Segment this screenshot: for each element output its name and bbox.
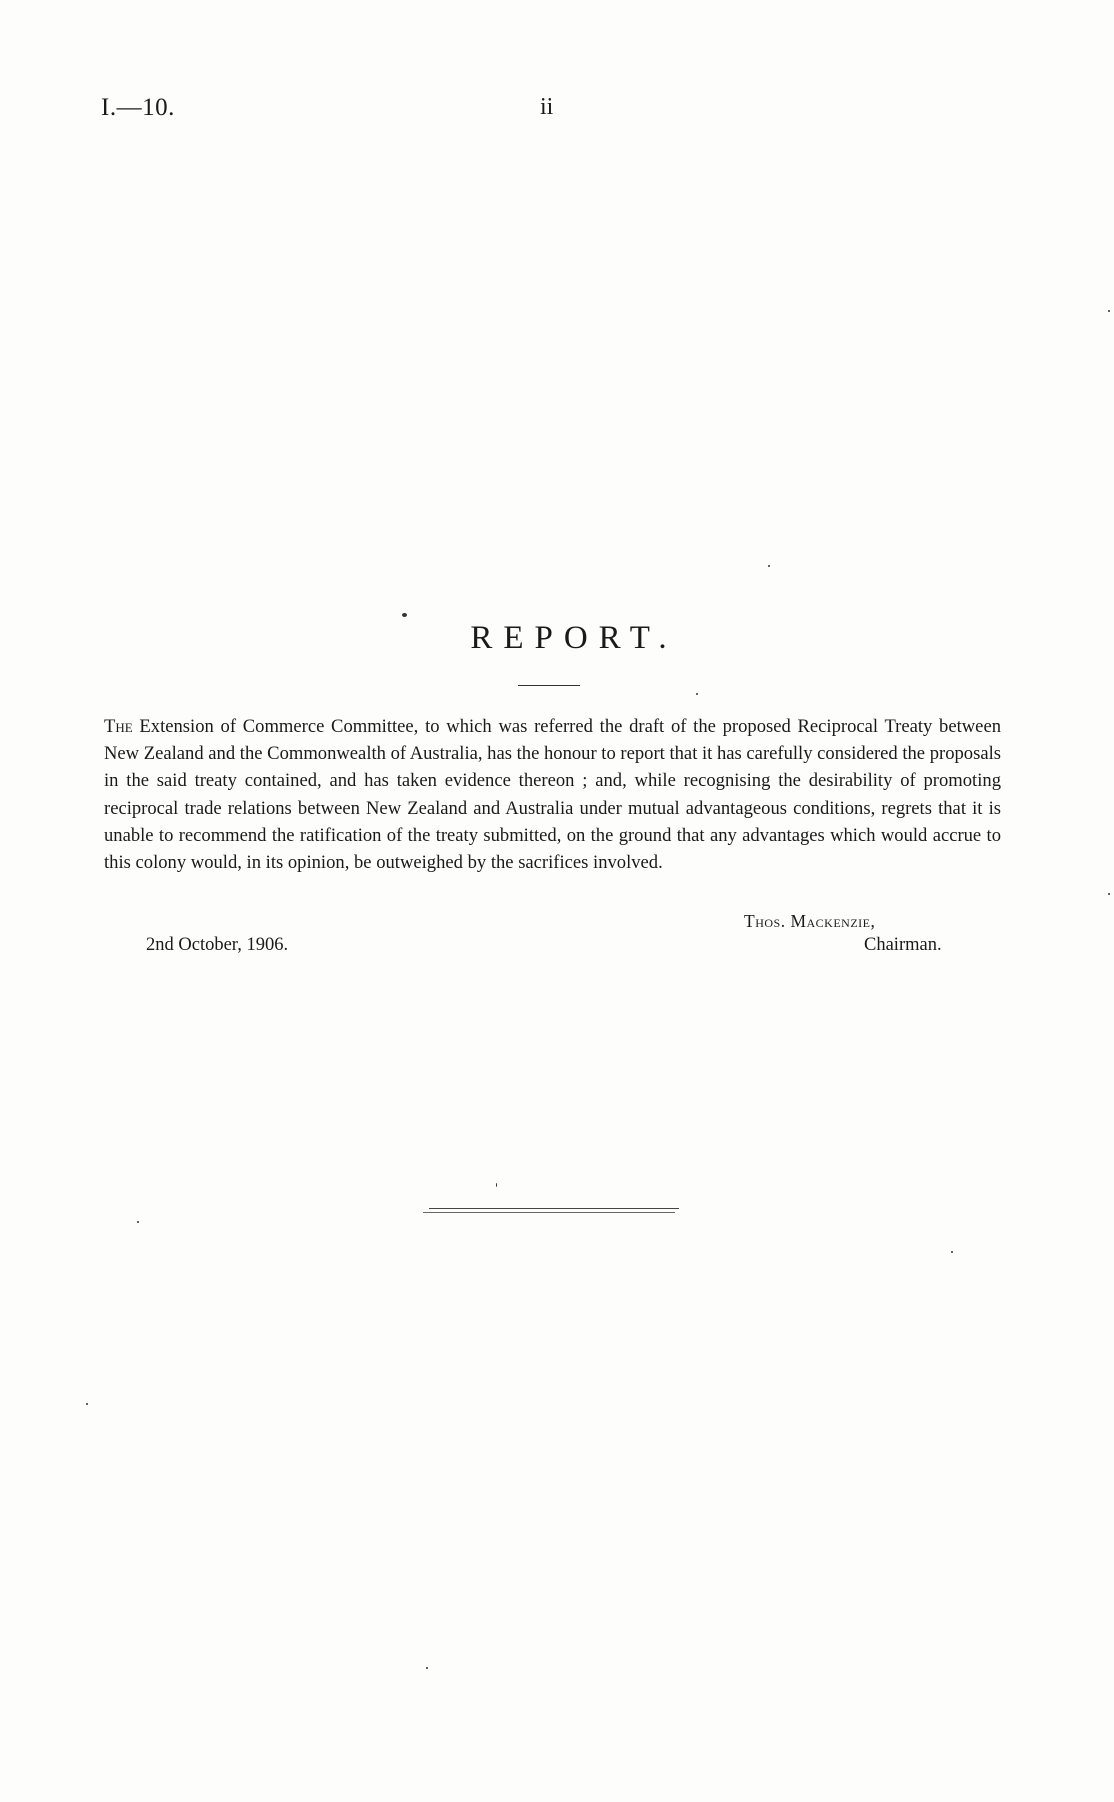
scan-speck (1108, 893, 1110, 895)
scan-speck (86, 1403, 88, 1405)
document-reference: I.—10. (101, 94, 175, 121)
title-rule (518, 685, 580, 686)
report-body-lead: The (104, 716, 133, 737)
report-title: REPORT. (470, 620, 678, 656)
signatory-role: Chairman. (864, 935, 942, 955)
scan-speck (696, 693, 698, 695)
page-number: ii (540, 94, 554, 120)
scan-speck (768, 565, 770, 567)
report-body (104, 713, 1001, 876)
scan-speck (426, 1667, 428, 1669)
scan-speck (1108, 310, 1110, 312)
scan-speck (951, 1251, 953, 1253)
report-body-text: Extension of Commerce Committee, to which was referred the draft of the proposed Reciprocal Treaty between New Zealand and the Commonwealth of Australia, has the honour to report that it has carefully considered the proposals in the said treaty contained, and has taken evidence thereon ; and, while recognising the desirability of promoting reciprocal trade relations between New Zealand and Australia under mutual advantageous conditions, regrets that it is unable to recommend the ratification of the treaty submitted, on the ground that any advantages which would accrue to this colony would, in its opinion, be outweighed by the sacrifices involved. (104, 716, 1001, 874)
scan-speck (402, 613, 407, 617)
closing-rule-line-upper (429, 1208, 679, 1209)
scan-speck (496, 1183, 497, 1187)
closing-rule-line-lower (423, 1212, 675, 1213)
report-date: 2nd October, 1906. (146, 935, 289, 955)
closing-rule (423, 1208, 679, 1214)
signatory-name: Thos. Mackenzie, (744, 911, 876, 931)
scan-speck (137, 1221, 139, 1223)
